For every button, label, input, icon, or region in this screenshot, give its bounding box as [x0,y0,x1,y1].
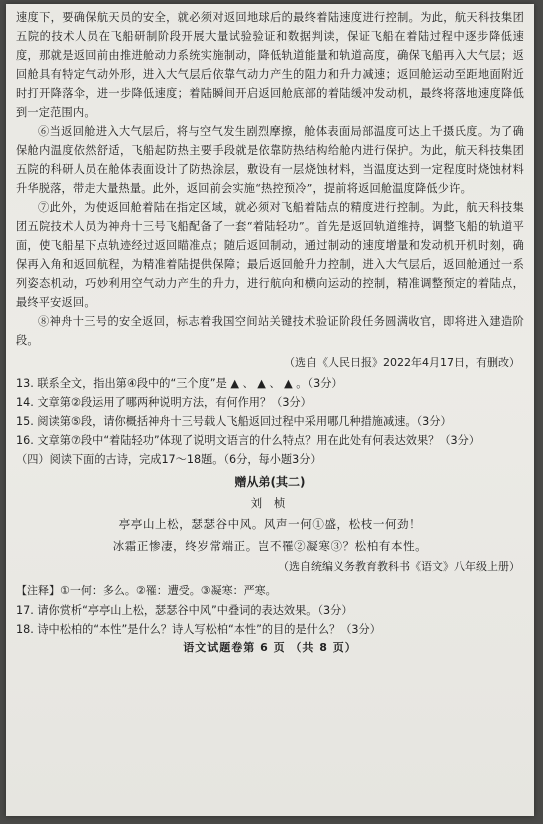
question-14: 14. 文章第②段运用了哪两种说明方法，有何作用？（3分） [16,396,312,409]
article-paragraph-continued: 速度下，要确保航天员的安全，就必须对返回地球后的最终着陆速度进行控制。为此，航天科技集团五院的技术人员在飞船研制阶段开展大量试验验证和数据判读，保证飞船在着陆过程中逐步降低速度，那就是返回前由推进舱动力系统实施制动，降低轨道能量和轨道高度，确保飞船再入大气层；返回舱具有特定气动外形，进入大气层后依靠气动力产生的阻力和升力减速；返回舱运动至距地面附近时打开降落伞，进一步降低速度；着陆瞬间开启返回舱底部的着陆缓冲发动机，最终将落地速度降低到一定范围内。 [16,11,524,119]
exam-page [6,4,534,816]
article-paragraph-7: ⑦此外，为使返回舱着陆在指定区域，就必须对飞船着陆点的精度进行控制。为此，航天科技集团五院技术人员为神舟十三号飞船配备了一套“着陆轻功”。首先是返回轨道维持，调整飞船的轨道平面，使飞船星下点轨迹经过返回瞄准点；随后返回制动，通过制动的速度增量和发动机开机时刻，确保再入角和返回航程，为精准着陆提供保障；最后返回舱升力控制，进入大气层后，返回舱通过一系列姿态机动，巧妙利用空气动力产生的升力，进行航向和横向运动的控制，精准调整预定的着陆点，最终平安返回。 [16,201,524,309]
article-paragraph-8: ⑧神舟十三号的安全返回，标志着我国空间站关键技术验证阶段任务圆满收官，即将进入建造阶段。 [16,315,524,347]
poem-notes: 【注释】①一何：多么。②罹：遭受。③凝寒：严寒。 [16,584,277,597]
poem-author: 刘 桢 [250,496,290,510]
section-4-heading: （四）阅读下面的古诗，完成17～18题。（6分，每小题3分） [16,453,322,466]
page-footer: 语文试题卷第 6 页 （共 8 页） [183,641,357,654]
question-13: 13. 联系全文，指出第④段中的“三个度”是 ▲ 、 ▲ 、 ▲ 。（3分） [16,377,343,390]
question-17: 17. 请你赏析“亭亭山上松，瑟瑟谷中风”中叠词的表达效果。（3分） [16,604,353,617]
question-16: 16. 文章第⑦段中“着陆轻功”体现了说明文语言的什么特点？用在此处有何表达效果？（3分） [16,434,481,447]
question-18: 18. 诗中松柏的“本性”是什么？诗人写松柏“本性”的目的是什么？（3分） [16,623,381,636]
article-paragraph-6: ⑥当返回舱进入大气层后，将与空气发生剧烈摩擦，舱体表面局部温度可达上千摄氏度。为了确保舱内温度依然舒适，飞船起防热主要手段就是依靠防热结构给舱内进行保护。为此，航天科技集团五院的科研人员在舱体表面设计了防热涂层，敷设有一层烧蚀材料，当温度达到一定程度时烧蚀材料升华脱落，带走大量热量。此外，返回前会实施“热控预冷”，提前将返回舱温度降低少许。 [16,125,524,195]
poem-line-1: 亭亭山上松，瑟瑟谷中风。风声一何①盛，松枝一何劲！ [118,517,422,531]
poem-source: （选自统编义务教育教科书《语文》八年级上册） [278,560,520,573]
question-15: 15. 阅读第⑤段，请你概括神舟十三号载人飞船返回过程中采用哪几种措施减速。（3分） [16,415,452,428]
article-source: （选自《人民日报》2022年4月17日，有删改） [284,356,520,369]
poem-line-2: 冰霜正惨凄，终岁常端正。岂不罹②凝寒③？松柏有本性。 [112,539,428,553]
page-content [16,8,524,657]
poem-title: 赠从弟(其二) [234,475,306,489]
